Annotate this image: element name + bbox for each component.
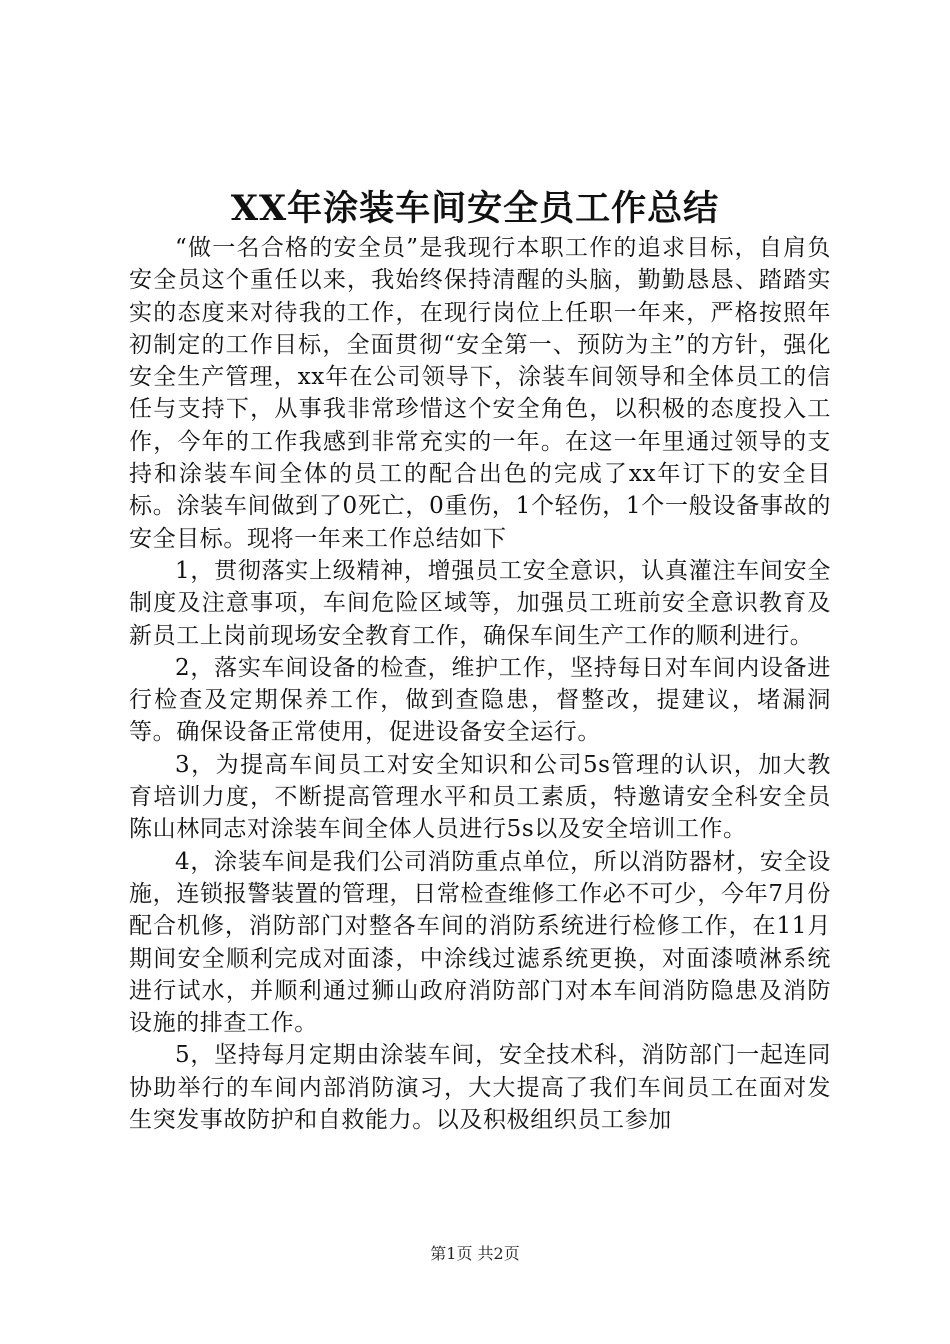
paragraph-item-3: 3，为提高车间员工对安全知识和公司5s管理的认识，加大教育培训力度，不断提高管理水平和员工素质，特邀请安全科安全员陈山林同志对涂装车间全体人员进行5s以及安全培训工作。 xyxy=(129,751,831,843)
document-title: XX年涂装车间安全员工作总结 xyxy=(230,188,720,229)
paragraph-item-4: 4，涂装车间是我们公司消防重点单位，所以消防器材，安全设施，连锁报警装置的管理，日常检查维修工作必不可少，今年7月份配合机修，消防部门对整各车间的消防系统进行检修工作，在11月期间安全顺利完成对面漆，中涂线过滤系统更换，对面漆喷淋系统进行试水，并顺利通过狮山政府消防部门对本车间消防隐患及消防设施的排查工作。 xyxy=(129,848,831,1037)
paragraph-intro: “做一名合格的安全员”是我现行本职工作的追求目标，自肩负安全员这个重任以来，我始终保持清醒的头脑，勤勤恳恳、踏踏实实的态度来对待我的工作，在现行岗位上任职一年来，严格按照年初制定的工作目标，全面贯彻“安全第一、预防为主”的方针，强化安全生产管理，xx年在公司领导下，涂装车间领导和全体员工的信任与支持下，从事我非常珍惜这个安全角色，以积极的态度投入工作，今年的工作我感到非常充实的一年。在这一年里通过领导的支持和涂装车间全体的员工的配合出色的完成了xx年订下的安全目标。涂装车间做到了0死亡，0重伤，1个轻伤，1个一般设备事故的安全目标。现将一年来工作总结如下 xyxy=(129,235,831,552)
paragraph-item-2: 2，落实车间设备的检查，维护工作，坚持每日对车间内设备进行检查及定期保养工作，做到查隐患，督整改，提建议，堵漏洞等。确保设备正常使用，促进设备安全运行。 xyxy=(129,654,831,746)
paragraph-item-1: 1，贯彻落实上级精神，增强员工安全意识，认真灌注车间安全制度及注意事项，车间危险区域等，加强员工班前安全意识教育及新员工上岗前现场安全教育工作，确保车间生产工作的顺利进行。 xyxy=(129,557,831,649)
document-body xyxy=(129,232,831,1136)
page-footer: 第1页 共2页 xyxy=(430,1244,520,1263)
paragraph-item-5: 5，坚持每月定期由涂装车间，安全技术科，消防部门一起连同协助举行的车间内部消防演习，大大提高了我们车间员工在面对发生突发事故防护和自救能力。以及积极组织员工参加 xyxy=(129,1042,831,1134)
